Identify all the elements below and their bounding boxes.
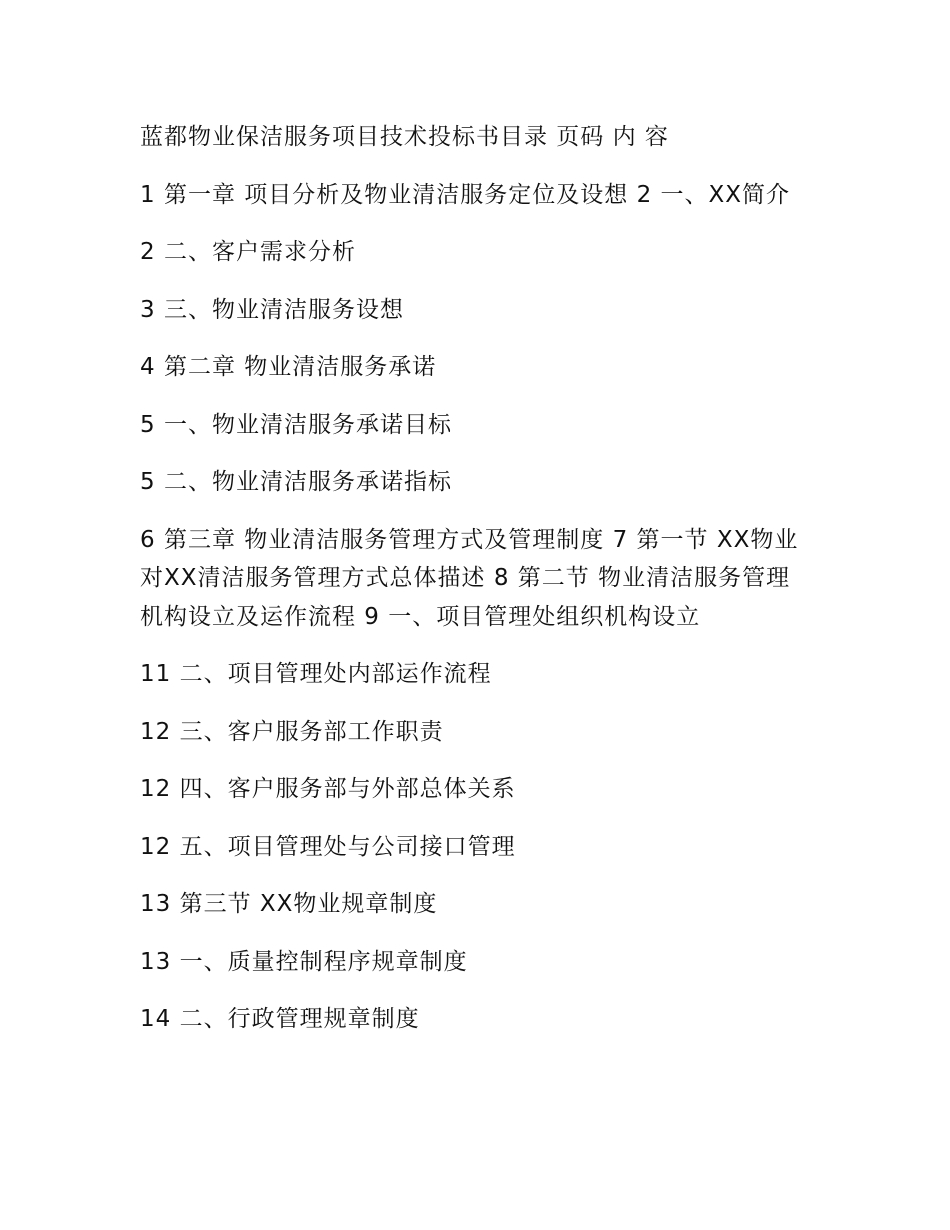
toc-entry: 12 四、客户服务部与外部总体关系 <box>140 776 516 802</box>
toc-entry: 6 第三章 物业清洁服务管理方式及管理制度 7 第一节 XX物业对XX清洁服务管理方式总体描述 8 第二节 物业清洁服务管理机构设立及运作流程 9 一、项目管理处组织机构设立 <box>140 526 799 630</box>
toc-entry: 12 五、项目管理处与公司接口管理 <box>140 833 516 860</box>
document-body <box>140 118 810 1058</box>
toc-entry: 13 第三节 XX物业规章制度 <box>140 891 438 917</box>
toc-entry: 4 第二章 物业清洁服务承诺 <box>140 354 437 380</box>
toc-entry: 2 二、客户需求分析 <box>140 239 356 265</box>
toc-entry: 13 一、质量控制程序规章制度 <box>140 948 468 975</box>
toc-entry: 5 二、物业清洁服务承诺指标 <box>140 469 452 495</box>
toc-entry: 14 二、行政管理规章制度 <box>140 1006 420 1032</box>
toc-entry: 3 三、物业清洁服务设想 <box>140 296 404 323</box>
toc-entry: 1 第一章 项目分析及物业清洁服务定位及设想 2 一、XX简介 <box>140 181 791 208</box>
toc-title: 蓝都物业保洁服务项目技术投标书目录 页码 内 容 <box>140 124 669 150</box>
toc-entry: 11 二、项目管理处内部运作流程 <box>140 661 492 687</box>
toc-entry: 5 一、物业清洁服务承诺目标 <box>140 411 452 438</box>
toc-entry: 12 三、客户服务部工作职责 <box>140 718 444 745</box>
